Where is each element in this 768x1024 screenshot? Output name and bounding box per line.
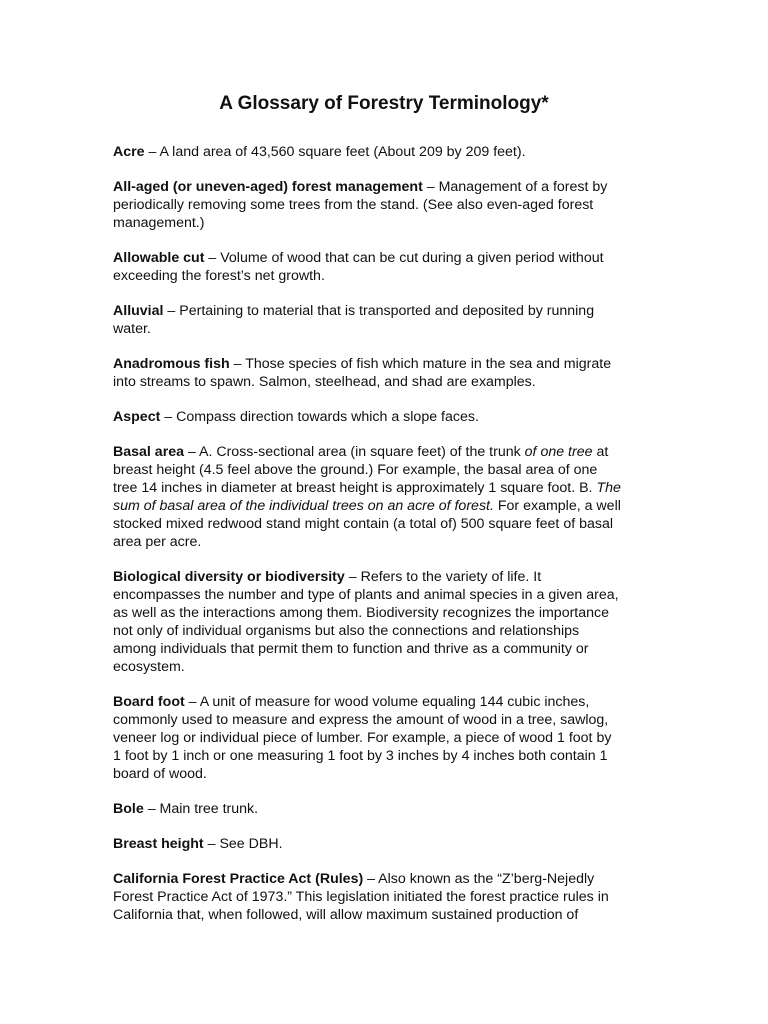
- definition-text: California that, when followed, will allow maximum sustained production of: [113, 907, 579, 923]
- emphasized-text: sum of basal area of the individual trees on an acre of forest.: [113, 498, 494, 514]
- entry-line: [113, 622, 653, 640]
- definition-text: – A. Cross-sectional area (in square feet) of the trunk: [184, 444, 525, 460]
- entry-line: [113, 835, 653, 853]
- entry-line: [113, 249, 653, 267]
- definition-text: – Pertaining to material that is transported and deposited by running: [163, 303, 595, 319]
- definition-text: – Volume of wood that can be cut during a given period without: [204, 250, 604, 266]
- glossary-term: Aspect: [113, 409, 161, 425]
- entry-line: [113, 906, 653, 924]
- definition-text: management.): [113, 215, 205, 231]
- definition-text: tree 14 inches in diameter at breast height is approximately 1 square foot. B.: [113, 480, 597, 496]
- definition-text: exceeding the forest’s net growth.: [113, 268, 325, 284]
- entry-line: [113, 658, 653, 676]
- entry-line: [113, 178, 653, 196]
- entry-line: [113, 870, 653, 888]
- entry-line: [113, 320, 653, 338]
- glossary-entry: [113, 870, 653, 924]
- definition-text: – Main tree trunk.: [143, 801, 259, 817]
- glossary-term: Board foot: [113, 694, 185, 710]
- entry-line: [113, 461, 653, 479]
- definition-text: commonly used to measure and express the amount of wood in a tree, sawlog,: [113, 712, 609, 728]
- definition-text: For example, a well: [493, 498, 621, 514]
- entry-line: [113, 765, 653, 783]
- entry-line: [113, 214, 653, 232]
- entry-line: [113, 355, 653, 373]
- glossary-entry: [113, 443, 653, 551]
- entry-line: [113, 497, 653, 515]
- entry-line: [113, 711, 653, 729]
- definition-text: among individuals that permit them to function and thrive as a community or: [113, 641, 589, 657]
- definition-text: – Also known as the “Z’berg-Nejedly: [363, 871, 595, 887]
- definition-text: as well as the interactions among them. Biodiversity recognizes the importance: [113, 605, 610, 621]
- definition-text: encompasses the number and type of plants and animal species in a given area,: [113, 587, 619, 603]
- entry-line: [113, 586, 653, 604]
- definition-text: stocked mixed redwood stand might contain (a total of) 500 square feet of basal: [113, 516, 614, 532]
- emphasized-text: The: [596, 480, 621, 496]
- entry-line: [113, 196, 653, 214]
- entry-line: [113, 267, 653, 285]
- entry-line: [113, 729, 653, 747]
- glossary-entry: [113, 568, 653, 676]
- entry-line: [113, 302, 653, 320]
- definition-text: not only of individual organisms but also the connections and relationships: [113, 623, 580, 639]
- glossary-term: California Forest Practice Act (Rules): [113, 871, 364, 887]
- definition-text: – See DBH.: [203, 836, 283, 852]
- glossary-list: [113, 143, 653, 924]
- entry-line: [113, 640, 653, 658]
- definition-text: into streams to spawn. Salmon, steelhead, and shad are examples.: [113, 374, 536, 390]
- definition-text: Forest Practice Act of 1973.” This legislation initiated the forest practice rules in: [113, 889, 609, 905]
- entry-line: [113, 479, 653, 497]
- definition-text: periodically removing some trees from the stand. (See also even-aged forest: [113, 197, 594, 213]
- entry-line: [113, 515, 653, 533]
- definition-text: veneer log or individual piece of lumber. For example, a piece of wood 1 foot by: [113, 730, 612, 746]
- definition-text: ecosystem.: [113, 659, 185, 675]
- glossary-term: Biological diversity or biodiversity: [113, 569, 345, 585]
- entry-line: [113, 373, 653, 391]
- definition-text: – A unit of measure for wood volume equaling 144 cubic inches,: [184, 694, 590, 710]
- definition-text: – Management of a forest by: [422, 179, 608, 195]
- emphasized-text: of one tree: [524, 444, 593, 460]
- glossary-term: Anadromous fish: [113, 356, 230, 372]
- document-page: [113, 93, 653, 941]
- glossary-entry: [113, 835, 653, 853]
- entry-line: [113, 143, 653, 161]
- entry-line: [113, 568, 653, 586]
- glossary-entry: [113, 355, 653, 391]
- definition-text: at: [592, 444, 609, 460]
- entry-line: [113, 604, 653, 622]
- entry-line: [113, 747, 653, 765]
- definition-text: – Refers to the variety of life. It: [344, 569, 542, 585]
- entry-line: [113, 443, 653, 461]
- glossary-term: Alluvial: [113, 303, 164, 319]
- definition-text: – A land area of 43,560 square feet (About 209 by 209 feet).: [144, 144, 526, 160]
- glossary-entry: [113, 693, 653, 783]
- entry-line: [113, 888, 653, 906]
- glossary-entry: [113, 249, 653, 285]
- definition-text: – Compass direction towards which a slope faces.: [160, 409, 479, 425]
- definition-text: 1 foot by 1 inch or one measuring 1 foot by 3 inches by 4 inches both contain 1: [113, 748, 608, 764]
- glossary-term: Acre: [113, 144, 145, 160]
- glossary-term: Basal area: [113, 444, 184, 460]
- glossary-term: Bole: [113, 801, 144, 817]
- glossary-entry: [113, 178, 653, 232]
- definition-text: – Those species of fish which mature in the sea and migrate: [229, 356, 612, 372]
- glossary-term: Allowable cut: [113, 250, 205, 266]
- definition-text: area per acre.: [113, 534, 202, 550]
- definition-text: board of wood.: [113, 766, 207, 782]
- glossary-entry: [113, 143, 653, 161]
- glossary-entry: [113, 800, 653, 818]
- glossary-term: All-aged (or uneven-aged) forest management: [113, 179, 423, 195]
- glossary-entry: [113, 302, 653, 338]
- definition-text: water.: [113, 321, 151, 337]
- glossary-term: Breast height: [113, 836, 204, 852]
- page-title: A Glossary of Forestry Terminology*: [219, 93, 549, 114]
- definition-text: breast height (4.5 feel above the ground.) For example, the basal area of one: [113, 462, 598, 478]
- entry-line: [113, 800, 653, 818]
- entry-line: [113, 533, 653, 551]
- glossary-entry: [113, 408, 653, 426]
- entry-line: [113, 693, 653, 711]
- entry-line: [113, 408, 653, 426]
